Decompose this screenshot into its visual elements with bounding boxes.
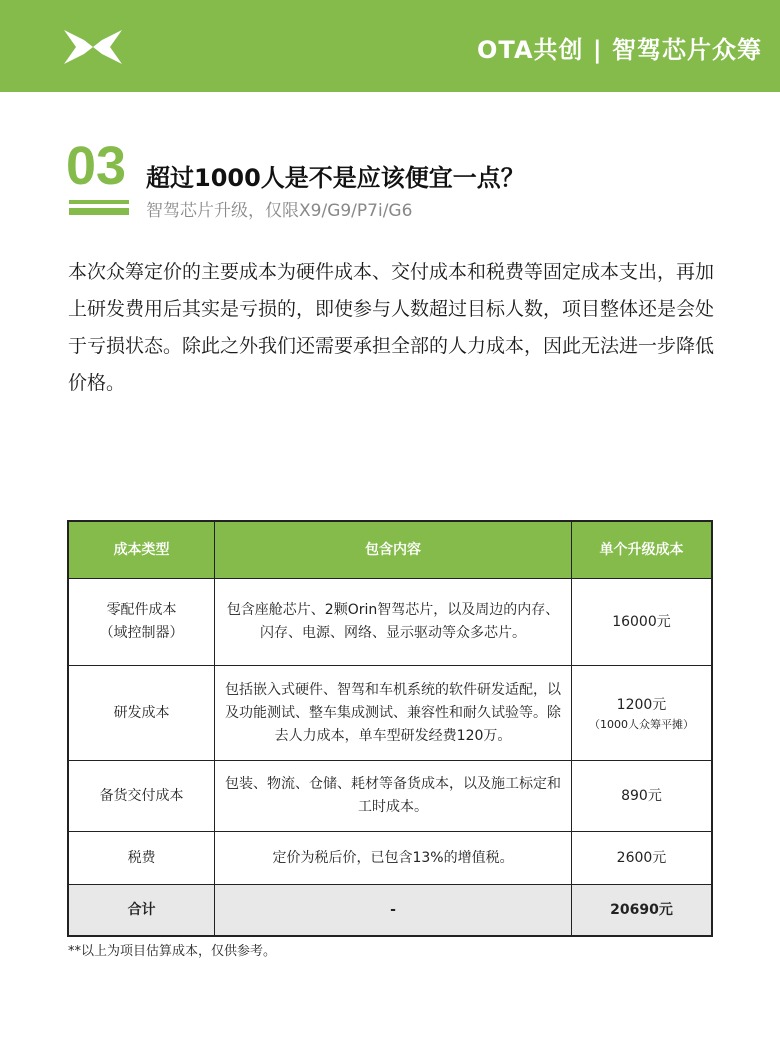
table-header-row <box>68 521 712 579</box>
cell-content: 定价为税后价，已包含13%的增值税。 <box>215 832 572 885</box>
cost-note: （1000人众筹平摊） <box>588 717 694 731</box>
section-accent-bar-thick <box>69 208 129 215</box>
cell-cost-type <box>68 579 215 666</box>
header-cost-type: 成本类型 <box>68 521 215 579</box>
x-brand-logo-icon <box>62 28 124 66</box>
table-row <box>68 666 712 761</box>
cell-cost: 890元 <box>571 761 712 832</box>
total-label: 合计 <box>68 885 215 937</box>
header-title: OTA共创 | 智驾芯片众筹 <box>477 36 762 64</box>
footnote: **以上为项目估算成本，仅供参考。 <box>68 944 277 959</box>
cell-cost: 2600元 <box>571 832 712 885</box>
section-number: 03 <box>66 136 127 196</box>
cell-cost <box>571 666 712 761</box>
total-cost: 20690元 <box>571 885 712 937</box>
header-content: 包含内容 <box>215 521 572 579</box>
table-total-row <box>68 885 712 937</box>
cell-cost-type: 研发成本 <box>68 666 215 761</box>
header-unit-cost: 单个升级成本 <box>571 521 712 579</box>
table-row <box>68 579 712 666</box>
cost-type-sublabel: （域控制器） <box>99 625 184 641</box>
cost-table <box>67 520 713 937</box>
header-bar <box>0 0 780 92</box>
cell-content: 包装、物流、仓储、耗材等备货成本，以及施工标定和工时成本。 <box>215 761 572 832</box>
cell-cost: 16000元 <box>571 579 712 666</box>
cost-value: 1200元 <box>616 696 667 713</box>
section-title: 超过1000人是不是应该便宜一点？ <box>146 164 525 192</box>
cell-cost-type: 税费 <box>68 832 215 885</box>
table-row <box>68 832 712 885</box>
explanation-paragraph: 本次众筹定价的主要成本为硬件成本、交付成本和税费等固定成本支出，再加上研发费用后其实是亏损的，即使参与人数超过目标人数，项目整体还是会处于亏损状态。除此之外我们还需要承担全部的人力成本，因此无法进一步降低价格。 <box>68 261 715 394</box>
section-subtitle: 智驾芯片升级，仅限X9/G9/P7i/G6 <box>146 201 413 221</box>
cell-content: 包含座舱芯片、2颗Orin智驾芯片，以及周边的内存、闪存、电源、网络、显示驱动等众多芯片。 <box>215 579 572 666</box>
table-row <box>68 761 712 832</box>
section-accent-bar <box>69 200 129 204</box>
cell-content: 包括嵌入式硬件、智驾和车机系统的软件研发适配，以及功能测试、整车集成测试、兼容性和耐久试验等。除去人力成本，单车型研发经费120万。 <box>215 666 572 761</box>
total-content: - <box>215 885 572 937</box>
cell-cost-type: 备货交付成本 <box>68 761 215 832</box>
cost-type-label: 零配件成本 <box>106 602 177 618</box>
